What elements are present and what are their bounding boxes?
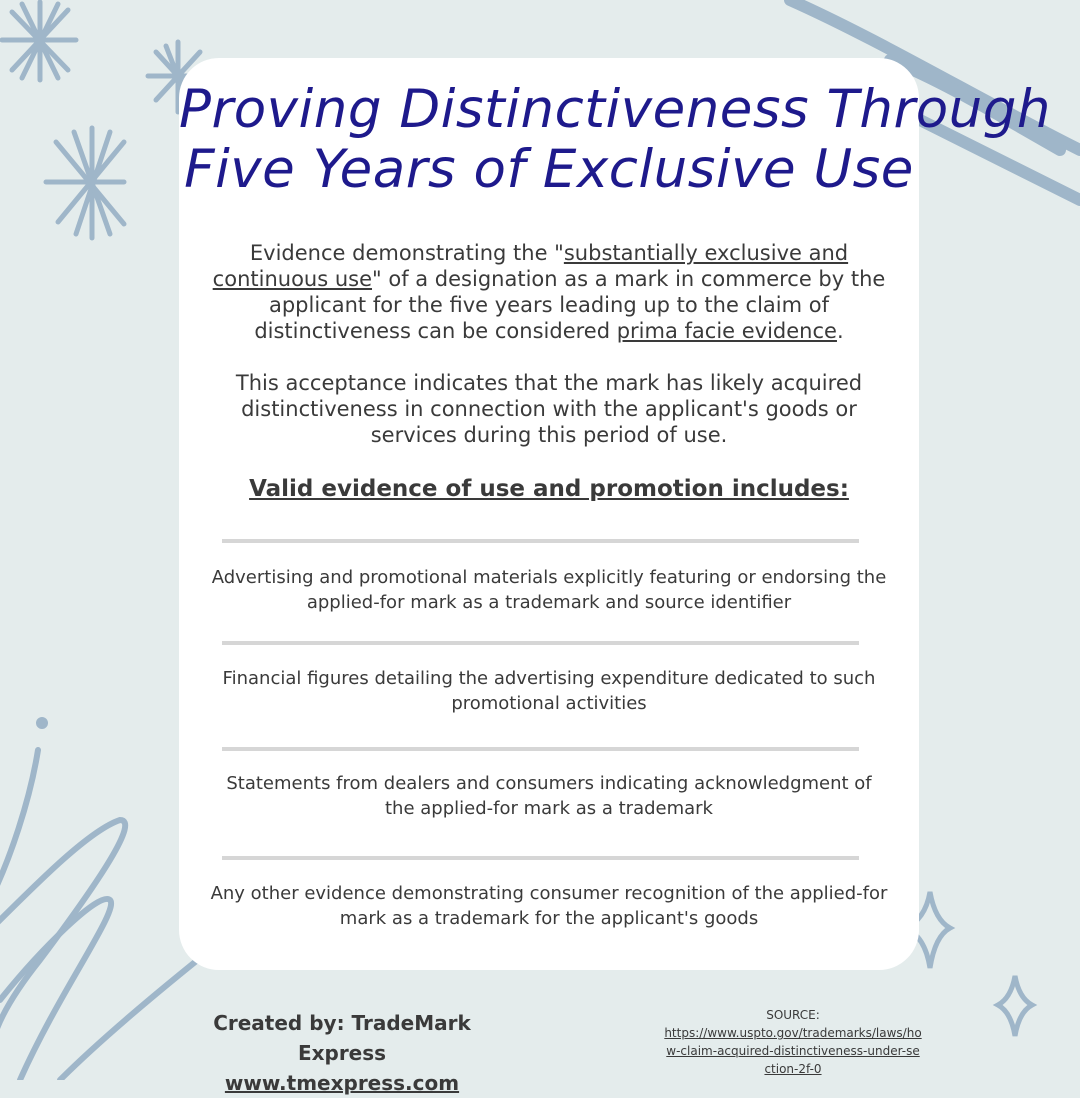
credits [180,1008,504,1098]
intro-text-1: Evidence demonstrating the " [249,241,564,265]
source-block [664,1006,922,1078]
evidence-item: Financial figures detailing the advertising expenditure dedicated to such promotional activities [222,668,876,714]
exclusive-use-link[interactable]: substantially exclusive and continuous use [212,241,849,291]
sparkle-star-icon [2,2,76,80]
title-line-2: Five Years of Exclusive Use [184,139,914,200]
website-link[interactable]: www.tmexpress.com [224,1071,460,1095]
source-label: SOURCE: [766,1008,820,1022]
intro-text-2: " of a designation as a mark in commerce by the applicant for the five years leading up to the claim of distinctiveness can be considered [254,267,886,343]
sparkle-star-icon [46,128,124,238]
content-card [179,58,1051,970]
divider [222,641,859,645]
diamond-sparkle-icon [998,976,1032,1036]
created-by-label: Created by: TradeMark Express [213,1011,471,1065]
intro-paragraph [199,240,899,344]
divider [222,856,859,860]
intro-text-3: . [836,319,844,343]
acceptance-paragraph: This acceptance indicates that the mark has likely acquired distinctiveness in connection with the applicant's goods or services during this period of use. [235,371,863,447]
divider [222,539,859,543]
evidence-heading: Valid evidence of use and promotion includes: [249,476,849,502]
evidence-item: Statements from dealers and consumers indicating acknowledgment of the applied-for mark as a trademark [226,773,872,819]
divider [222,747,859,751]
evidence-item: Advertising and promotional materials explicitly featuring or endorsing the applied-for mark as a trademark and source identifier [211,567,887,613]
source-link[interactable]: https://www.uspto.gov/trademarks/laws/how-claim-acquired-distinctiveness-under-section-2f-0 [664,1026,922,1076]
page-title [179,79,1051,200]
prima-facie-link[interactable]: prima facie evidence [616,319,837,343]
evidence-item: Any other evidence demonstrating consumer recognition of the applied-for mark as a trademark for the applicant's goods [210,883,888,929]
title-line-1: Proving Distinctiveness Through [179,79,1051,140]
